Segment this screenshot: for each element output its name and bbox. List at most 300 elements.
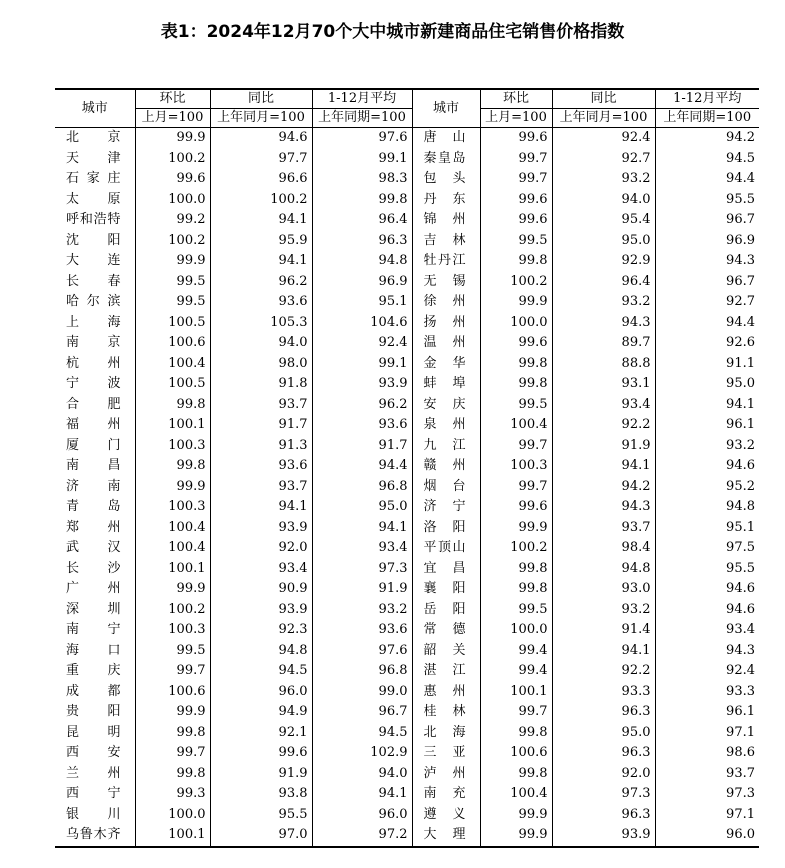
mom-value: 100.0 (480, 620, 552, 641)
city-name: 昆明 (66, 724, 121, 740)
table-row (55, 620, 759, 641)
header-avg-sub-right: 上年同期=100 (655, 109, 759, 128)
city-name: 安庆 (412, 395, 480, 416)
yoy-value: 97.0 (210, 825, 312, 847)
mom-value: 99.8 (480, 723, 552, 744)
table-row (55, 702, 759, 723)
yoy-value: 105.3 (210, 313, 312, 334)
yoy-value: 91.9 (210, 764, 312, 785)
mom-value: 99.7 (135, 743, 210, 764)
avg-value: 94.5 (312, 723, 412, 744)
mom-value: 100.3 (135, 620, 210, 641)
city-name: 锦州 (412, 210, 480, 231)
city-name: 韶关 (412, 641, 480, 662)
avg-value: 94.5 (655, 149, 759, 170)
avg-value: 94.4 (655, 313, 759, 334)
yoy-value: 92.7 (552, 149, 655, 170)
city-name: 北海 (412, 723, 480, 744)
mom-value: 99.6 (135, 169, 210, 190)
mom-value: 99.5 (135, 272, 210, 293)
table-row (55, 190, 759, 211)
table-row (55, 559, 759, 580)
mom-value: 100.1 (480, 682, 552, 703)
mom-value: 99.9 (135, 128, 210, 149)
mom-value: 99.5 (480, 395, 552, 416)
mom-value: 99.9 (480, 825, 552, 847)
table-row (55, 169, 759, 190)
mom-value: 100.4 (135, 354, 210, 375)
city-name: 温州 (412, 333, 480, 354)
yoy-value: 93.7 (552, 518, 655, 539)
city-name: 南昌 (66, 458, 121, 473)
yoy-value: 94.9 (210, 702, 312, 723)
avg-value: 97.2 (312, 825, 412, 847)
mom-value: 99.9 (135, 477, 210, 498)
mom-value: 99.9 (480, 292, 552, 313)
city-name: 西宁 (66, 786, 121, 801)
mom-value: 100.6 (135, 333, 210, 354)
avg-value: 98.3 (312, 169, 412, 190)
avg-value: 94.3 (655, 641, 759, 662)
mom-value: 100.1 (135, 415, 210, 436)
table-row (55, 292, 759, 313)
price-index-table (55, 88, 759, 848)
avg-value: 93.7 (655, 764, 759, 785)
city-name: 襄阳 (412, 579, 480, 600)
avg-value: 96.3 (312, 231, 412, 252)
mom-value: 99.8 (480, 374, 552, 395)
city-name: 大理 (412, 825, 480, 847)
yoy-value: 88.8 (552, 354, 655, 375)
city-name: 乌鲁木齐 (55, 825, 135, 847)
mom-value: 99.8 (135, 764, 210, 785)
mom-value: 100.6 (480, 743, 552, 764)
avg-value: 93.2 (312, 600, 412, 621)
yoy-value: 96.2 (210, 272, 312, 293)
mom-value: 99.7 (480, 477, 552, 498)
avg-value: 96.2 (312, 395, 412, 416)
city-name: 天津 (66, 150, 121, 166)
city-name: 厦门 (66, 437, 121, 453)
table-row (55, 743, 759, 764)
yoy-value: 93.4 (210, 559, 312, 580)
city-name: 宜昌 (412, 559, 480, 580)
avg-value: 97.1 (655, 805, 759, 826)
table-row (55, 395, 759, 416)
mom-value: 100.2 (480, 538, 552, 559)
avg-value: 95.0 (312, 497, 412, 518)
mom-value: 100.2 (135, 600, 210, 621)
city-name: 上海 (66, 314, 121, 330)
mom-value: 100.1 (135, 825, 210, 847)
city-name: 岳阳 (412, 600, 480, 621)
avg-value: 98.6 (655, 743, 759, 764)
avg-value: 99.0 (312, 682, 412, 703)
yoy-value: 98.0 (210, 354, 312, 375)
city-name: 遵义 (412, 805, 480, 826)
city-name: 贵阳 (66, 704, 121, 719)
avg-value: 94.8 (312, 251, 412, 272)
avg-value: 96.1 (655, 415, 759, 436)
city-name: 合肥 (66, 396, 121, 412)
yoy-value: 93.6 (210, 456, 312, 477)
city-name: 唐山 (412, 128, 480, 149)
table-row (55, 805, 759, 826)
yoy-value: 93.9 (210, 518, 312, 539)
yoy-value: 92.2 (552, 415, 655, 436)
header-city-right: 城市 (412, 89, 480, 128)
table-row (55, 149, 759, 170)
city-name: 蚌埠 (412, 374, 480, 395)
city-name: 长沙 (66, 560, 121, 576)
avg-value: 94.4 (312, 456, 412, 477)
yoy-value: 92.0 (210, 538, 312, 559)
city-name: 洛阳 (412, 518, 480, 539)
yoy-value: 93.3 (552, 682, 655, 703)
yoy-value: 94.1 (210, 210, 312, 231)
mom-value: 100.1 (135, 559, 210, 580)
yoy-value: 98.4 (552, 538, 655, 559)
table-row (55, 374, 759, 395)
city-name: 南宁 (66, 622, 121, 637)
avg-value: 94.8 (655, 497, 759, 518)
mom-value: 99.6 (480, 210, 552, 231)
mom-value: 99.5 (135, 292, 210, 313)
table-row (55, 579, 759, 600)
yoy-value: 94.0 (552, 190, 655, 211)
mom-value: 99.9 (135, 579, 210, 600)
city-name: 福州 (66, 417, 121, 432)
mom-value: 99.4 (480, 641, 552, 662)
city-name: 青岛 (66, 499, 121, 514)
city-name: 徐州 (412, 292, 480, 313)
avg-value: 94.1 (312, 784, 412, 805)
avg-value: 95.1 (655, 518, 759, 539)
avg-value: 96.0 (655, 825, 759, 847)
city-name: 西安 (66, 745, 121, 760)
yoy-value: 93.1 (552, 374, 655, 395)
yoy-value: 91.8 (210, 374, 312, 395)
mom-value: 99.3 (135, 784, 210, 805)
table-row (55, 210, 759, 231)
avg-value: 96.9 (655, 231, 759, 252)
city-name: 牡丹江 (412, 251, 480, 272)
yoy-value: 92.9 (552, 251, 655, 272)
mom-value: 99.8 (480, 579, 552, 600)
table-body (55, 128, 759, 847)
avg-value: 97.1 (655, 723, 759, 744)
yoy-value: 91.9 (552, 436, 655, 457)
city-name: 赣州 (412, 456, 480, 477)
table-row (55, 825, 759, 847)
mom-value: 100.2 (135, 231, 210, 252)
yoy-value: 94.3 (552, 497, 655, 518)
table-row (55, 682, 759, 703)
mom-value: 99.9 (135, 251, 210, 272)
city-name: 北京 (66, 130, 121, 145)
avg-value: 93.4 (655, 620, 759, 641)
avg-value: 94.2 (655, 128, 759, 149)
avg-value: 96.1 (655, 702, 759, 723)
table-row (55, 415, 759, 436)
avg-value: 102.9 (312, 743, 412, 764)
city-name: 丹东 (412, 190, 480, 211)
avg-value: 92.4 (655, 661, 759, 682)
table-row (55, 661, 759, 682)
avg-value: 93.2 (655, 436, 759, 457)
city-name: 银川 (66, 806, 121, 822)
avg-value: 95.5 (655, 190, 759, 211)
city-name: 平顶山 (412, 538, 480, 559)
city-name: 南京 (66, 335, 121, 350)
yoy-value: 94.5 (210, 661, 312, 682)
city-name: 泸州 (412, 764, 480, 785)
mom-value: 99.8 (135, 723, 210, 744)
avg-value: 94.1 (312, 518, 412, 539)
city-name: 九江 (412, 436, 480, 457)
city-name: 金华 (412, 354, 480, 375)
yoy-value: 93.2 (552, 169, 655, 190)
yoy-value: 95.0 (552, 723, 655, 744)
avg-value: 93.6 (312, 415, 412, 436)
avg-value: 99.1 (312, 354, 412, 375)
table-row (55, 723, 759, 744)
city-name: 哈尔滨 (66, 294, 121, 309)
avg-value: 93.3 (655, 682, 759, 703)
header-avg-left: 1-12月平均 (312, 89, 412, 109)
table-row (55, 436, 759, 457)
header-city-left: 城市 (55, 89, 135, 128)
mom-value: 100.4 (135, 538, 210, 559)
city-name: 成都 (66, 683, 121, 699)
avg-value: 94.6 (655, 600, 759, 621)
yoy-value: 91.3 (210, 436, 312, 457)
avg-value: 99.1 (312, 149, 412, 170)
avg-value: 104.6 (312, 313, 412, 334)
mom-value: 99.6 (480, 333, 552, 354)
mom-value: 100.5 (135, 313, 210, 334)
city-name: 武汉 (66, 540, 121, 555)
yoy-value: 95.4 (552, 210, 655, 231)
yoy-value: 92.0 (552, 764, 655, 785)
mom-value: 99.8 (135, 456, 210, 477)
mom-value: 99.7 (480, 149, 552, 170)
mom-value: 100.3 (135, 497, 210, 518)
yoy-value: 93.6 (210, 292, 312, 313)
yoy-value: 97.3 (552, 784, 655, 805)
city-name: 南充 (412, 784, 480, 805)
city-name: 呼和浩特 (66, 212, 121, 227)
header-yoy-sub-right: 上年同月=100 (552, 109, 655, 128)
mom-value: 99.8 (480, 251, 552, 272)
city-name: 兰州 (66, 765, 121, 781)
avg-value: 96.9 (312, 272, 412, 293)
city-name: 太原 (66, 191, 121, 207)
mom-value: 99.5 (135, 641, 210, 662)
avg-value: 96.7 (312, 702, 412, 723)
avg-value: 92.4 (312, 333, 412, 354)
avg-value: 94.6 (655, 579, 759, 600)
city-name: 济南 (66, 478, 121, 494)
avg-value: 94.0 (312, 764, 412, 785)
city-name: 包头 (412, 169, 480, 190)
yoy-value: 89.7 (552, 333, 655, 354)
yoy-value: 96.6 (210, 169, 312, 190)
city-name: 湛江 (412, 661, 480, 682)
city-name: 泉州 (412, 415, 480, 436)
city-name: 三亚 (412, 743, 480, 764)
avg-value: 97.6 (312, 128, 412, 149)
yoy-value: 96.3 (552, 805, 655, 826)
mom-value: 100.5 (135, 374, 210, 395)
table-row (55, 354, 759, 375)
yoy-value: 94.3 (552, 313, 655, 334)
yoy-value: 94.1 (552, 641, 655, 662)
mom-value: 100.6 (135, 682, 210, 703)
yoy-value: 93.2 (552, 600, 655, 621)
yoy-value: 93.8 (210, 784, 312, 805)
city-name: 秦皇岛 (412, 149, 480, 170)
avg-value: 96.8 (312, 477, 412, 498)
mom-value: 100.4 (480, 415, 552, 436)
yoy-value: 94.8 (210, 641, 312, 662)
yoy-value: 97.7 (210, 149, 312, 170)
yoy-value: 95.9 (210, 231, 312, 252)
mom-value: 99.5 (480, 231, 552, 252)
avg-value: 97.5 (655, 538, 759, 559)
yoy-value: 92.3 (210, 620, 312, 641)
avg-value: 97.3 (312, 559, 412, 580)
city-name: 长春 (66, 273, 121, 289)
table-row (55, 497, 759, 518)
avg-value: 97.6 (312, 641, 412, 662)
avg-value: 96.7 (655, 210, 759, 231)
mom-value: 99.6 (480, 497, 552, 518)
yoy-value: 95.0 (552, 231, 655, 252)
mom-value: 99.6 (480, 128, 552, 149)
avg-value: 91.9 (312, 579, 412, 600)
yoy-value: 91.7 (210, 415, 312, 436)
yoy-value: 92.2 (552, 661, 655, 682)
table-row (55, 477, 759, 498)
avg-value: 99.8 (312, 190, 412, 211)
mom-value: 99.2 (135, 210, 210, 231)
avg-value: 94.6 (655, 456, 759, 477)
mom-value: 99.9 (480, 805, 552, 826)
avg-value: 96.0 (312, 805, 412, 826)
avg-value: 94.3 (655, 251, 759, 272)
mom-value: 99.9 (135, 702, 210, 723)
city-name: 桂林 (412, 702, 480, 723)
city-name: 海口 (66, 642, 121, 658)
yoy-value: 94.1 (210, 251, 312, 272)
city-name: 烟台 (412, 477, 480, 498)
mom-value: 99.7 (480, 436, 552, 457)
city-name: 杭州 (66, 355, 121, 371)
table-row (55, 251, 759, 272)
city-name: 无锡 (412, 272, 480, 293)
table-row (55, 333, 759, 354)
table-row (55, 518, 759, 539)
yoy-value: 93.9 (210, 600, 312, 621)
avg-value: 96.7 (655, 272, 759, 293)
city-name: 惠州 (412, 682, 480, 703)
avg-value: 95.1 (312, 292, 412, 313)
mom-value: 100.4 (480, 784, 552, 805)
header-avg-right: 1-12月平均 (655, 89, 759, 109)
yoy-value: 91.4 (552, 620, 655, 641)
avg-value: 93.6 (312, 620, 412, 641)
avg-value: 92.6 (655, 333, 759, 354)
avg-value: 93.9 (312, 374, 412, 395)
mom-value: 100.2 (135, 149, 210, 170)
table-row (55, 764, 759, 785)
city-name: 扬州 (412, 313, 480, 334)
table-row (55, 641, 759, 662)
avg-value: 97.3 (655, 784, 759, 805)
yoy-value: 95.5 (210, 805, 312, 826)
table-row (55, 456, 759, 477)
avg-value: 94.4 (655, 169, 759, 190)
yoy-value: 96.3 (552, 743, 655, 764)
avg-value: 91.1 (655, 354, 759, 375)
table-row (55, 313, 759, 334)
mom-value: 99.7 (135, 661, 210, 682)
header-avg-sub-left: 上年同期=100 (312, 109, 412, 128)
yoy-value: 94.2 (552, 477, 655, 498)
avg-value: 95.0 (655, 374, 759, 395)
avg-value: 92.7 (655, 292, 759, 313)
city-name: 吉林 (412, 231, 480, 252)
city-name: 重庆 (66, 663, 121, 678)
mom-value: 99.4 (480, 661, 552, 682)
city-name: 深圳 (66, 601, 121, 617)
mom-value: 99.6 (480, 190, 552, 211)
yoy-value: 92.4 (552, 128, 655, 149)
city-name: 常德 (412, 620, 480, 641)
header-yoy-right: 同比 (552, 89, 655, 109)
mom-value: 99.8 (480, 354, 552, 375)
header-mom-right: 环比 (480, 89, 552, 109)
yoy-value: 96.3 (552, 702, 655, 723)
mom-value: 100.0 (480, 313, 552, 334)
mom-value: 99.7 (480, 702, 552, 723)
table-row (55, 600, 759, 621)
header-mom-sub-right: 上月=100 (480, 109, 552, 128)
city-name: 石家庄 (66, 171, 121, 186)
avg-value: 96.4 (312, 210, 412, 231)
mom-value: 100.4 (135, 518, 210, 539)
yoy-value: 94.1 (552, 456, 655, 477)
yoy-value: 92.1 (210, 723, 312, 744)
yoy-value: 93.7 (210, 395, 312, 416)
page-title: 表1：2024年12月70个大中城市新建商品住宅销售价格指数 (160, 22, 625, 42)
yoy-value: 94.6 (210, 128, 312, 149)
yoy-value: 94.1 (210, 497, 312, 518)
table-row (55, 128, 759, 149)
avg-value: 94.1 (655, 395, 759, 416)
yoy-value: 96.0 (210, 682, 312, 703)
yoy-value: 100.2 (210, 190, 312, 211)
city-name: 广州 (66, 581, 121, 596)
city-name: 沈阳 (66, 232, 121, 248)
avg-value: 93.4 (312, 538, 412, 559)
table-row (55, 538, 759, 559)
mom-value: 100.2 (480, 272, 552, 293)
yoy-value: 96.4 (552, 272, 655, 293)
avg-value: 96.8 (312, 661, 412, 682)
yoy-value: 90.9 (210, 579, 312, 600)
